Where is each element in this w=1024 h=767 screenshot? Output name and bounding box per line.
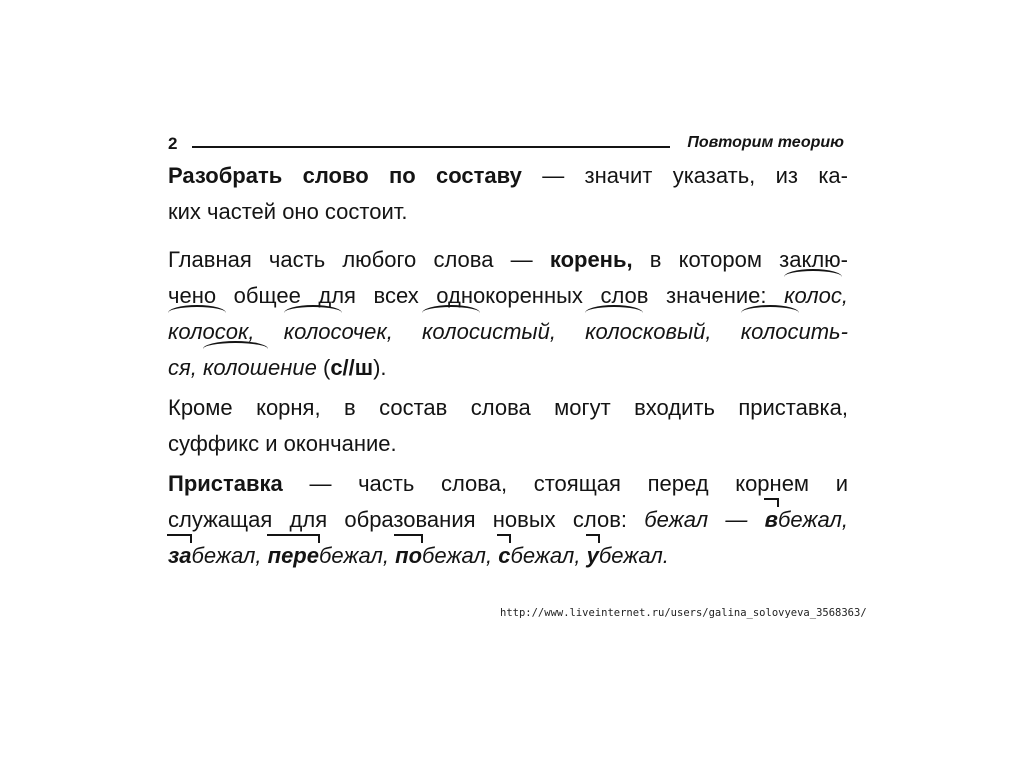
- example-word: колошение: [203, 355, 317, 380]
- word-root: колос: [741, 314, 799, 350]
- example-word: колосить-: [741, 319, 848, 344]
- para1-line2: [168, 194, 848, 230]
- para1-line1: [168, 158, 848, 194]
- para3-line2: [168, 426, 848, 462]
- example-word: колосистый,: [422, 319, 556, 344]
- word-prefix: в: [765, 502, 778, 538]
- para2-line4: ся, колошение (с//ш).: [168, 350, 848, 386]
- para1-term: Разобрать слово по составу: [168, 163, 522, 188]
- word-root: колос: [585, 314, 643, 350]
- word-prefix: за: [168, 538, 191, 574]
- page-number: 2: [168, 134, 178, 153]
- para4-line3: [168, 538, 848, 574]
- para3-line1-text: Кроме корня, в состав слова могут входить приставка,: [168, 395, 848, 420]
- example-word: колосочек,: [284, 319, 393, 344]
- page-header: [168, 134, 844, 156]
- body-text: [168, 158, 848, 574]
- prefixed-word: убежал.: [587, 543, 669, 568]
- example-word-end: ся,: [168, 355, 197, 380]
- example-word: колосок,: [168, 319, 255, 344]
- word-prefix: пере: [268, 538, 319, 574]
- para2-line2-start: чено общее для всех однокоренных слов значение:: [168, 283, 785, 308]
- para1-rest: — значит указать, из ка-: [521, 163, 848, 188]
- word-root: колос: [284, 314, 342, 350]
- para2-line1-start: Главная часть любого слова —: [168, 247, 550, 272]
- word-root: колос: [422, 314, 480, 350]
- prefixed-word: забежал,: [168, 543, 262, 568]
- para4-term: Приставка: [168, 471, 283, 496]
- para2-line1: [168, 242, 848, 278]
- word-root: колош: [203, 350, 268, 386]
- word-root: колос: [168, 314, 226, 350]
- word-prefix: с: [498, 538, 510, 574]
- word-prefix: у: [587, 538, 599, 574]
- prefixed-word: сбежал,: [498, 543, 580, 568]
- example-word: колос,: [784, 283, 848, 308]
- para4-line2: служащая для образования новых слов: бежал — вбежал,: [168, 502, 848, 538]
- section-title: Повторим теорию: [687, 134, 844, 151]
- para2-term: корень,: [549, 247, 633, 272]
- example-word: колосковый,: [585, 319, 711, 344]
- word-prefix: по: [395, 538, 422, 574]
- para4-line1: [168, 466, 848, 502]
- para3-line2-text: суффикс и окончание.: [168, 431, 397, 456]
- para4-rest: — часть слова, стоящая перед корнем и: [282, 471, 848, 496]
- para2-line3: [168, 314, 848, 350]
- watermark-url: http://www.liveinternet.ru/users/galina_solovyeva_3568363/: [500, 607, 867, 619]
- para4-line2-start: служащая для образования новых слов:: [168, 507, 645, 532]
- word-root: колос: [784, 278, 842, 314]
- prefixed-word: вбежал,: [765, 507, 848, 532]
- para3-line1: [168, 390, 848, 426]
- header-rule: [192, 146, 670, 148]
- base-word: бежал: [644, 507, 709, 532]
- para1-line2-text: ких частей оно состоит.: [168, 199, 408, 224]
- alternation: с//ш: [330, 355, 374, 380]
- prefixed-word: перебежал,: [268, 543, 389, 568]
- para2-line1-end: в котором заклю-: [632, 247, 848, 272]
- prefixed-word: побежал,: [395, 543, 492, 568]
